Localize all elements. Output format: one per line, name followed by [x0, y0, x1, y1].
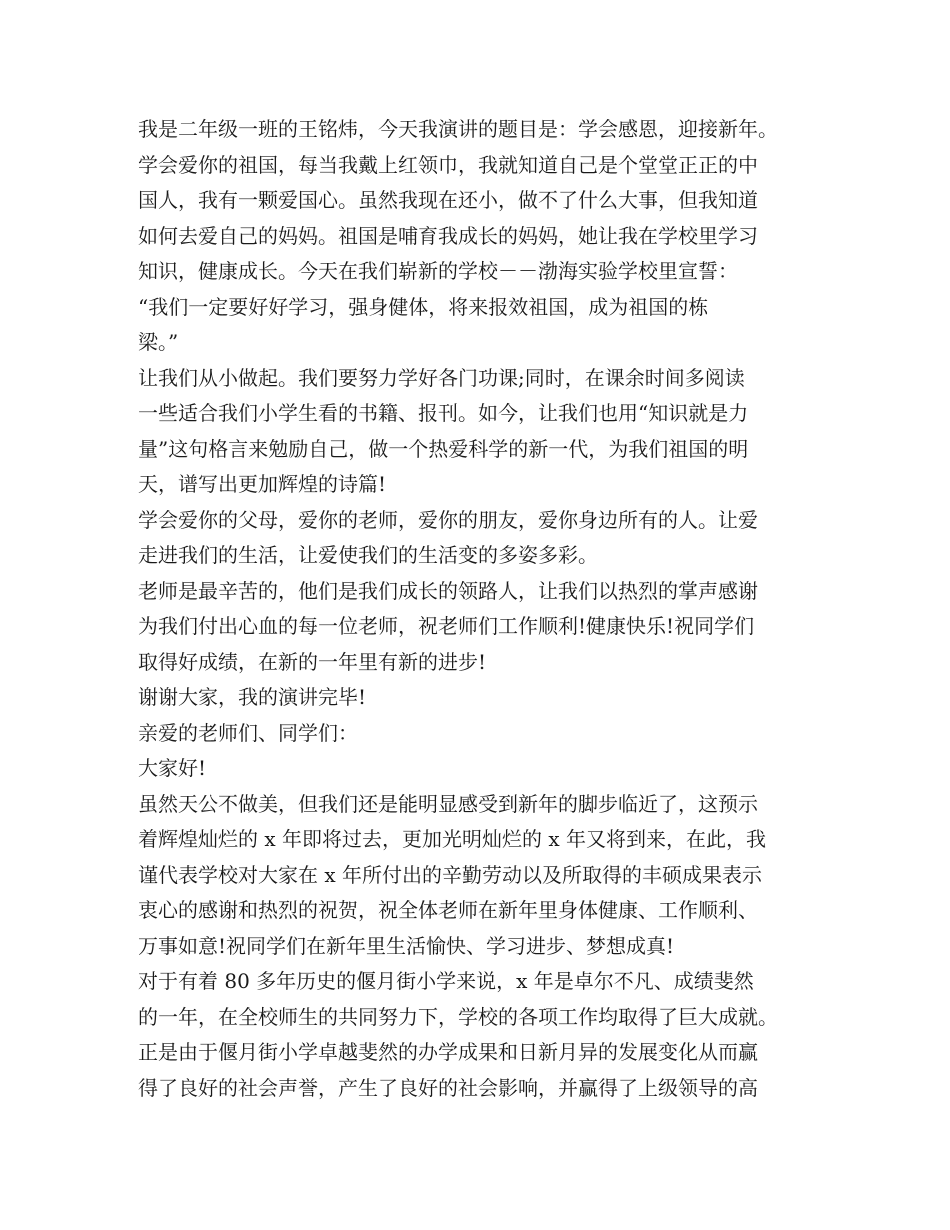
text-line-16: 取得好成绩，在新的一年里有新的进步!	[138, 649, 487, 674]
text-line-13: 走进我们的生活，让爱使我们的生活变的多姿多彩。	[138, 543, 598, 567]
text-line-17: 谢谢大家，我的演讲完毕!	[138, 685, 367, 709]
text-line-7: 梁。”	[138, 330, 179, 354]
text-line-5: 知识，健康成长。今天在我们崭新的学校－－渤海实验学校里宣誓：	[138, 259, 738, 283]
document-body	[138, 112, 818, 1106]
text-line-4: 如何去爱自己的妈妈。祖国是哺育我成长的妈妈，她让我在学校里学习	[138, 223, 758, 248]
text-line-28: 得了良好的社会声誉，产生了良好的社会影响，并赢得了上级领导的高	[138, 1075, 758, 1100]
text-line-3: 国人，我有一颗爱国心。虽然我现在还小，做不了什么大事，但我知道	[138, 188, 758, 212]
text-line-18: 亲爱的老师们、同学们：	[138, 720, 358, 745]
text-line-25: 对于有着 80 多年历史的偃月街小学来说，x 年是卓尔不凡、成绩斐然	[138, 969, 754, 993]
text-line-26: 的一年，在全校师生的共同努力下，学校的各项工作均取得了巨大成就。	[138, 1004, 778, 1029]
text-line-24: 万事如意!祝同学们在新年里生活愉快、学习进步、梦想成真!	[138, 933, 675, 958]
text-line-6: “我们一定要好好学习，强身健体，将来报效祖国，成为祖国的栋	[138, 294, 709, 319]
text-line-20: 虽然天公不做美，但我们还是能明显感受到新年的脚步临近了，这预示	[138, 791, 758, 816]
text-line-8: 让我们从小做起。我们要努力学好各门功课;同时，在课余时间多阅读	[138, 365, 745, 390]
text-line-1: 我是二年级一班的王铭炜，今天我演讲的题目是：学会感恩，迎接新年。	[138, 117, 778, 141]
text-line-12: 学会爱你的父母，爱你的老师，爱你的朋友，爱你身边所有的人。让爱	[138, 507, 758, 532]
text-line-2: 学会爱你的祖国，每当我戴上红领巾，我就知道自己是个堂堂正正的中	[138, 152, 758, 177]
text-line-19: 大家好!	[138, 756, 207, 780]
text-line-21: 着辉煌灿烂的 x 年即将过去，更加光明灿烂的 x 年又将到来，在此，我	[138, 827, 766, 851]
text-line-27: 正是由于偃月街小学卓越斐然的办学成果和日新月异的发展变化从而赢	[138, 1040, 758, 1064]
text-line-15: 为我们付出心血的每一位老师，祝老师们工作顺利!健康快乐!祝同学们	[138, 614, 755, 638]
text-line-23: 衷心的感谢和热烈的祝贺，祝全体老师在新年里身体健康、工作顺利、	[138, 898, 758, 922]
text-line-9: 一些适合我们小学生看的书籍、报刊。如今，让我们也用“知识就是力	[138, 401, 749, 425]
text-line-22: 谨代表学校对大家在 x 年所付出的辛勤劳动以及所取得的丰硕成果表示	[138, 862, 762, 887]
text-line-14: 老师是最辛苦的，他们是我们成长的领路人，让我们以热烈的掌声感谢	[138, 578, 758, 603]
text-line-11: 天，谱写出更加辉煌的诗篇!	[138, 472, 387, 496]
text-line-10: 量”这句格言来勉励自己，做一个热爱科学的新一代，为我们祖国的明	[138, 436, 749, 461]
